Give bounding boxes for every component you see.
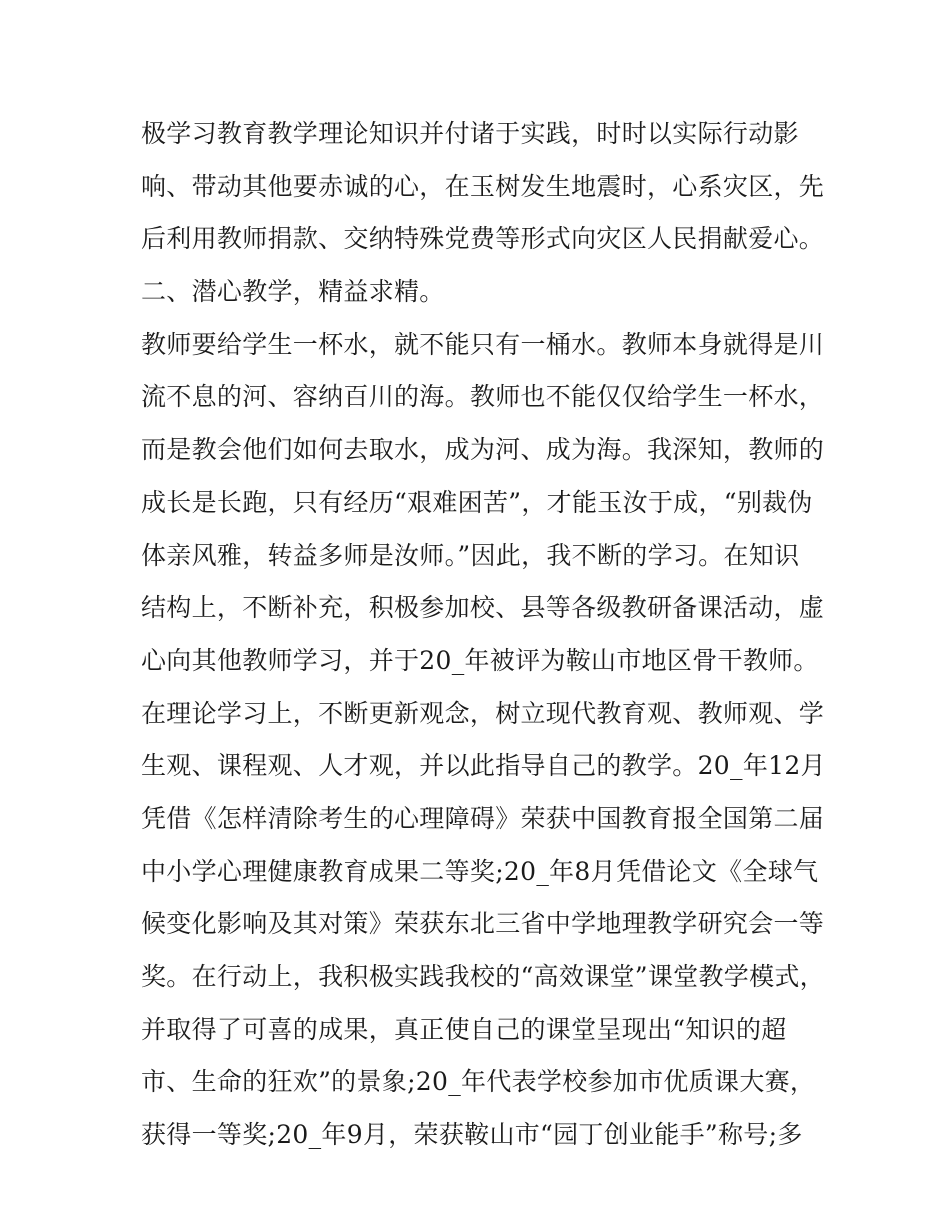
text-line: 流不息的河、容纳百川的海。教师也不能仅仅给学生一杯水， [141,382,825,412]
text-line: 并取得了可喜的成果，真正使自己的课堂呈现出“知识的超 [141,1014,787,1044]
text-line: 极学习教育教学理论知识并付诸于实践，时时以实际行动影 [141,119,799,148]
text-line: 生观、课程观、人才观，并以此指导自己的教学。20_年12月 [141,751,826,781]
text-line: 奖。在行动上，我积极实践我校的“高效课堂”课堂教学模式， [141,962,825,991]
text-line: 获得一等奖;20_年9月，荣获鞍山市“园丁创业能手”称号;多 [141,1120,803,1150]
text-line: 成长是长跑，只有经历“艰难困苦”，才能玉汝于成，“别裁伪 [141,487,813,517]
text-line: 教师要给学生一杯水，就不能只有一桶水。教师本身就得是川 [141,329,825,359]
section-heading: 二、潜心教学，精益求精。 [141,277,445,307]
text-line: 结构上，不断补充，积极参加校、县等各级教研备课活动，虚 [141,593,825,623]
text-line: 体亲风雅，转益多师是汝师。”因此，我不断的学习。在知识 [141,540,800,570]
text-line: 心向其他教师学习，并于20_年被评为鞍山市地区骨干教师。 [141,645,819,675]
text-line: 候变化影响及其对策》荣获东北三省中学地理教学研究会一等 [141,909,825,939]
body-text [141,108,831,1162]
text-line: 市、生命的狂欢”的景象;20_年代表学校参加市优质课大赛， [141,1067,816,1097]
text-line: 在理论学习上，不断更新观念，树立现代教育观、教师观、学 [141,698,825,728]
text-line: 响、带动其他要赤诚的心，在玉树发生地震时，心系灾区，先 [141,171,825,201]
text-line: 后利用教师捐款、交纳特殊党费等形式向灾区人民捐献爱心。 [141,224,825,254]
text-line: 中小学心理健康教育成果二等奖;20_年8月凭借论文《全球气 [141,856,819,886]
text-line: 凭借《怎样清除考生的心理障碍》荣获中国教育报全国第二届 [141,803,825,833]
text-line: 而是教会他们如何去取水，成为河、成为海。我深知，教师的 [141,435,825,465]
